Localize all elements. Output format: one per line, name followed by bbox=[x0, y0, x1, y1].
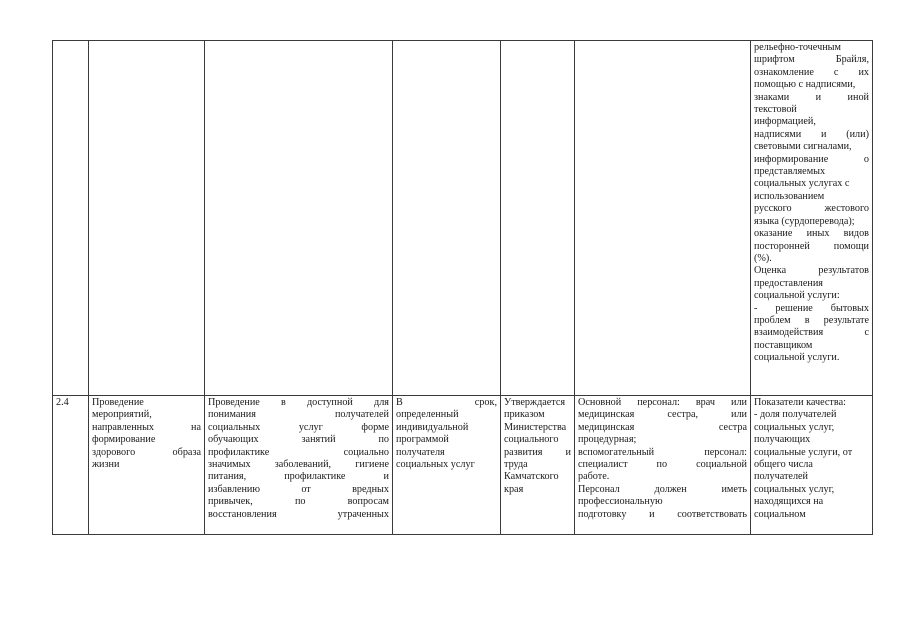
service-name-text bbox=[92, 397, 201, 471]
text-line: знаками и иной bbox=[754, 91, 869, 103]
cell-number bbox=[53, 396, 89, 535]
text-line: использованием bbox=[754, 190, 825, 202]
cell-quality-indicators bbox=[751, 41, 873, 396]
text-line: индивидуальной bbox=[396, 421, 469, 433]
cell-quality-indicators bbox=[751, 396, 873, 535]
text-line: информацией, bbox=[754, 116, 816, 128]
text-line: Основной персонал: врач или bbox=[578, 397, 747, 408]
text-line: получателей bbox=[754, 471, 809, 483]
text-line: профессиональную bbox=[578, 496, 663, 508]
text-line: представляемых bbox=[754, 166, 826, 178]
text-line: питания, профилактике и bbox=[208, 471, 389, 483]
cell-tariff bbox=[501, 396, 575, 535]
text-line: социальном bbox=[754, 508, 806, 520]
text-line: - доля получателей bbox=[754, 409, 837, 421]
cell-conditions bbox=[575, 41, 751, 396]
text-line: языка (сурдоперевода); bbox=[754, 215, 855, 227]
text-line: Проведение в доступной для bbox=[208, 397, 389, 408]
text-line: специалист по социальной bbox=[578, 459, 747, 471]
cell-service-name bbox=[89, 396, 205, 535]
text-line: шрифтом Брайля, bbox=[754, 54, 869, 66]
text-line: социальных услуг bbox=[396, 459, 475, 471]
text-line: Министерства bbox=[504, 421, 567, 433]
cell-service-name bbox=[89, 41, 205, 396]
text-line: социального bbox=[504, 434, 559, 446]
text-line: взаимодействия с bbox=[754, 327, 869, 339]
text-line: социальной услуги. bbox=[754, 352, 840, 364]
cell-conditions bbox=[575, 396, 751, 535]
text-line: избавлению от вредных bbox=[208, 483, 389, 495]
description-text bbox=[208, 397, 389, 521]
quality-indicators-text bbox=[754, 397, 869, 521]
text-line: - решение бытовых bbox=[754, 302, 869, 314]
cell-term bbox=[393, 396, 501, 535]
table-row bbox=[53, 396, 873, 535]
text-line: труда bbox=[504, 459, 528, 471]
conditions-text bbox=[578, 397, 747, 521]
text-line: медицинская сестра, или bbox=[578, 409, 747, 421]
text-line: оказание иных видов bbox=[754, 228, 869, 240]
text-line: находящихся на bbox=[754, 496, 824, 508]
row-number: 2.4 bbox=[56, 397, 69, 408]
text-line: социальных услуг форме bbox=[208, 421, 389, 433]
text-line: понимания получателей bbox=[208, 409, 389, 421]
text-line: профилактике социально bbox=[208, 446, 389, 458]
text-line: Утверждается bbox=[504, 397, 566, 408]
table-row bbox=[53, 41, 873, 396]
tariff-text bbox=[504, 397, 571, 496]
text-line: получателя bbox=[396, 446, 445, 458]
text-line: социальных услугах с bbox=[754, 178, 850, 190]
text-line: приказом bbox=[504, 409, 545, 421]
text-line: В срок, bbox=[396, 397, 497, 408]
cell-description bbox=[205, 41, 393, 396]
text-line: процедурная; bbox=[578, 434, 637, 446]
text-line: края bbox=[504, 483, 524, 495]
text-line: информирование о bbox=[754, 153, 869, 165]
term-text bbox=[396, 397, 497, 471]
text-line: ознакомление с их bbox=[754, 66, 869, 78]
text-line: социальные услуги, от bbox=[754, 446, 853, 458]
text-line: развития и bbox=[504, 446, 571, 458]
cell-number bbox=[53, 41, 89, 396]
text-line: социальных услуг, bbox=[754, 421, 835, 433]
text-line: социальных услуг, bbox=[754, 483, 835, 495]
text-line: привычек, по вопросам bbox=[208, 496, 389, 508]
text-line: вспомогательный персонал: bbox=[578, 446, 747, 458]
text-line: текстовой bbox=[754, 104, 797, 116]
text-line: определенный bbox=[396, 409, 459, 421]
text-line: Камчатского bbox=[504, 471, 559, 483]
text-line: Персонал должен иметь bbox=[578, 483, 747, 495]
text-line: обучающих занятий по bbox=[208, 434, 389, 446]
text-line: рельефно-точечным bbox=[754, 42, 841, 53]
quality-indicators-text bbox=[754, 42, 869, 365]
text-line: формирование bbox=[92, 434, 156, 446]
text-line: получающих bbox=[754, 434, 811, 446]
text-line: Показатели качества: bbox=[754, 397, 846, 408]
cell-term bbox=[393, 41, 501, 396]
text-line: Оценка результатов bbox=[754, 265, 869, 277]
text-line: направленных на bbox=[92, 421, 201, 433]
text-line: значимых заболеваний, гигиене bbox=[208, 459, 389, 471]
text-line: подготовку и соответствовать bbox=[578, 508, 747, 520]
text-line: жизни bbox=[92, 459, 120, 471]
text-line: световыми сигналами, bbox=[754, 141, 852, 153]
text-line: мероприятий, bbox=[92, 409, 152, 421]
text-line: проблем в результате bbox=[754, 314, 869, 326]
text-line: русского жестового bbox=[754, 203, 869, 215]
text-line: поставщиком bbox=[754, 339, 813, 351]
services-table bbox=[52, 40, 873, 535]
text-line: программой bbox=[396, 434, 449, 446]
text-line: здорового образа bbox=[92, 446, 201, 458]
text-line: общего числа bbox=[754, 459, 813, 471]
text-line: надписями и (или) bbox=[754, 128, 869, 140]
text-line: медицинская сестра bbox=[578, 421, 747, 433]
text-line: помощью с надписями, bbox=[754, 79, 856, 91]
text-line: посторонней помощи bbox=[754, 240, 869, 252]
cell-tariff bbox=[501, 41, 575, 396]
cell-description bbox=[205, 396, 393, 535]
text-line: социальной услуги: bbox=[754, 290, 840, 302]
text-line: Проведение bbox=[92, 397, 144, 408]
text-line: восстановления утраченных bbox=[208, 508, 389, 520]
text-line: (%). bbox=[754, 252, 772, 264]
text-line: работе. bbox=[578, 471, 610, 483]
text-line: предоставления bbox=[754, 277, 823, 289]
